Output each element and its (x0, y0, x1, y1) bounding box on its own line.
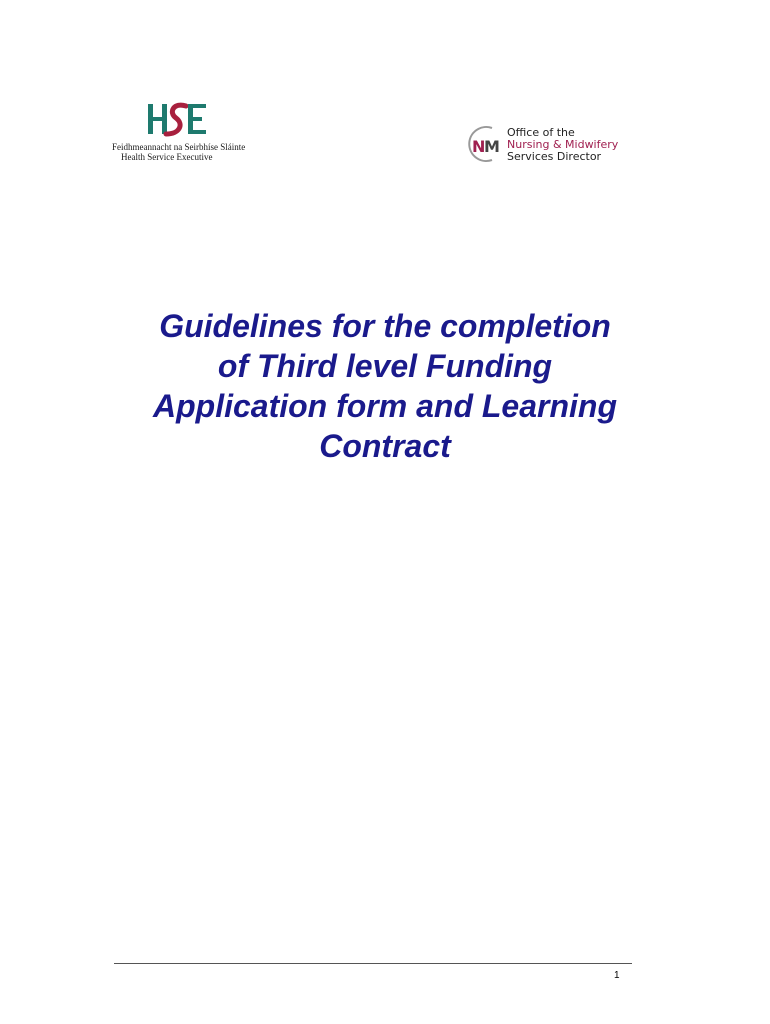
svg-text:M: M (484, 137, 500, 156)
hse-subtitle-irish: Feidhmeannacht na Seirbhíse Sláinte (112, 142, 246, 152)
document-title (100, 306, 670, 466)
title-line: Application form and Learning (152, 388, 617, 424)
title-line: of Third level Funding (217, 348, 553, 384)
title-line: Contract (319, 428, 451, 464)
onmsd-line-office: Office of the (507, 126, 575, 139)
onmsd-logo (462, 120, 642, 166)
onmsd-line-services: Services Director (507, 150, 602, 163)
onmsd-nm-mark-icon (462, 124, 506, 164)
svg-text:N: N (472, 137, 486, 156)
hse-subtitle-english: Health Service Executive (121, 152, 213, 162)
title-line: Guidelines for the completion (159, 308, 611, 344)
onmsd-line-nursing: Nursing & Midwifery (507, 138, 619, 151)
footer-divider (114, 963, 632, 964)
page-number: 1 (614, 970, 620, 981)
hse-logo-mark-icon (146, 100, 210, 140)
hse-logo (112, 100, 246, 164)
